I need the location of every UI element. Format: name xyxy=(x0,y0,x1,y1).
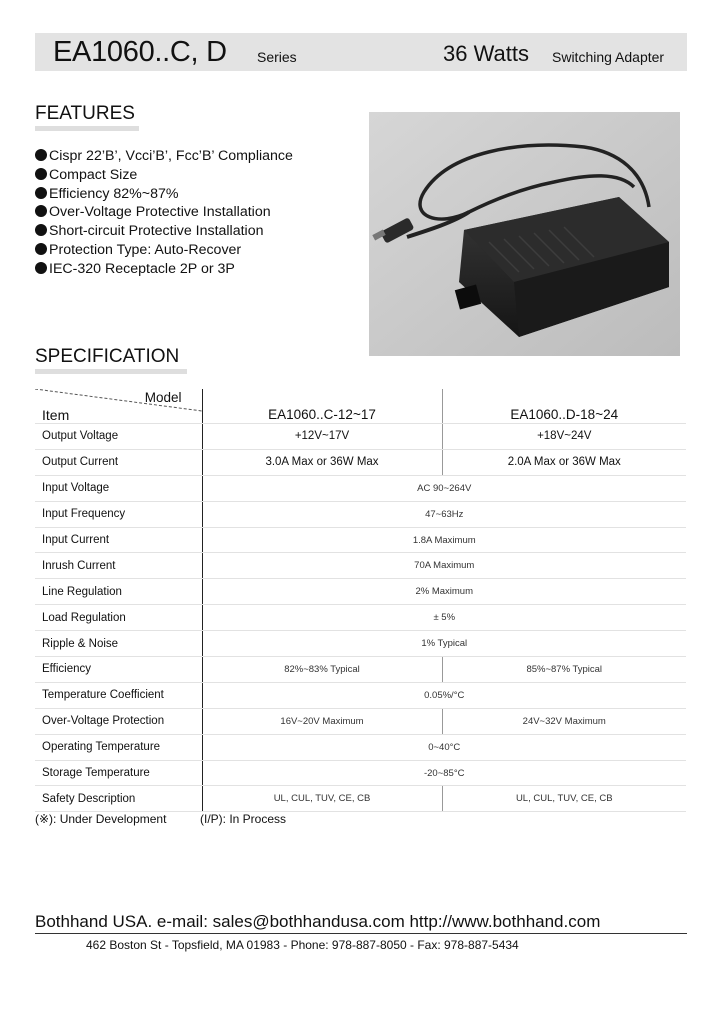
row-label: Storage Temperature xyxy=(35,760,202,786)
feature-item: Short-circuit Protective Installation xyxy=(35,222,293,241)
cell-shared: 0.05%/°C xyxy=(202,682,686,708)
features-heading: FEATURES xyxy=(35,103,135,124)
table-row xyxy=(35,501,686,527)
specification-heading: SPECIFICATION xyxy=(35,346,180,367)
specification-underline xyxy=(35,369,187,374)
table-row xyxy=(35,579,686,605)
column-header-c: EA1060..C-12~17 xyxy=(202,389,442,424)
row-label: Operating Temperature xyxy=(35,734,202,760)
row-label: Input Current xyxy=(35,527,202,553)
cell-d: 24V~32V Maximum xyxy=(442,708,686,734)
cell-c: +12V~17V xyxy=(202,424,442,450)
table-row xyxy=(35,527,686,553)
model-item-header xyxy=(35,389,202,424)
row-label: Output Current xyxy=(35,449,202,475)
table-row xyxy=(35,657,686,683)
cell-c: UL, CUL, TUV, CE, CB xyxy=(202,786,442,812)
bullet-icon xyxy=(35,224,47,236)
cell-d: +18V~24V xyxy=(442,424,686,450)
table-row xyxy=(35,475,686,501)
table-row xyxy=(35,734,686,760)
cell-d: 2.0A Max or 36W Max xyxy=(442,449,686,475)
table-row xyxy=(35,708,686,734)
table-row xyxy=(35,605,686,631)
model-title: EA1060..C, D xyxy=(53,36,227,68)
cell-d: 85%~87% Typical xyxy=(442,657,686,683)
cell-shared: 70A Maximum xyxy=(202,553,686,579)
cell-d: UL, CUL, TUV, CE, CB xyxy=(442,786,686,812)
feature-item: IEC-320 Receptacle 2P or 3P xyxy=(35,260,293,279)
note-under-development: (※): Under Development xyxy=(35,812,167,826)
table-row xyxy=(35,631,686,657)
footer-divider xyxy=(35,933,687,934)
row-label: Safety Description xyxy=(35,786,202,812)
feature-item: Compact Size xyxy=(35,166,293,185)
cell-shared: 2% Maximum xyxy=(202,579,686,605)
row-label: Temperature Coefficient xyxy=(35,682,202,708)
item-label: Item xyxy=(42,407,70,423)
bullet-icon xyxy=(35,205,47,217)
column-header-d: EA1060..D-18~24 xyxy=(442,389,686,424)
title-band xyxy=(35,33,687,71)
spec-table xyxy=(35,389,686,812)
bullet-icon xyxy=(35,243,47,255)
table-row xyxy=(35,760,686,786)
table-header-row xyxy=(35,389,686,424)
cell-c: 3.0A Max or 36W Max xyxy=(202,449,442,475)
cell-shared: ± 5% xyxy=(202,605,686,631)
bullet-icon xyxy=(35,187,47,199)
row-label: Inrush Current xyxy=(35,553,202,579)
row-label: Ripple & Noise xyxy=(35,631,202,657)
bullet-icon xyxy=(35,262,47,274)
feature-item: Efficiency 82%~87% xyxy=(35,185,293,204)
row-label: Load Regulation xyxy=(35,605,202,631)
model-label: Model xyxy=(144,390,182,405)
feature-item: Protection Type: Auto-Recover xyxy=(35,241,293,260)
table-row xyxy=(35,786,686,812)
feature-item: Over-Voltage Protective Installation xyxy=(35,203,293,222)
table-row xyxy=(35,449,686,475)
series-label: Series xyxy=(257,49,297,65)
row-label: Over-Voltage Protection xyxy=(35,708,202,734)
product-photo xyxy=(369,112,680,356)
adapter-type-label: Switching Adapter xyxy=(552,49,665,65)
bullet-icon xyxy=(35,149,47,161)
cell-shared: 47~63Hz xyxy=(202,501,686,527)
feature-list xyxy=(35,147,293,279)
note-in-process: (I/P): In Process xyxy=(200,812,287,826)
cell-shared: 1.8A Maximum xyxy=(202,527,686,553)
cell-c: 16V~20V Maximum xyxy=(202,708,442,734)
row-label: Input Voltage xyxy=(35,475,202,501)
row-label: Input Frequency xyxy=(35,501,202,527)
row-label: Output Voltage xyxy=(35,424,202,450)
cell-shared: -20~85°C xyxy=(202,760,686,786)
table-row xyxy=(35,682,686,708)
cell-shared: AC 90~264V xyxy=(202,475,686,501)
table-row xyxy=(35,424,686,450)
company-contact: Bothhand USA. e-mail: sales@bothhandusa.com http://www.bothhand.com xyxy=(35,912,601,931)
cell-shared: 1% Typical xyxy=(202,631,686,657)
bullet-icon xyxy=(35,168,47,180)
wattage-label: 36 Watts xyxy=(443,41,529,66)
row-label: Line Regulation xyxy=(35,579,202,605)
features-underline xyxy=(35,126,139,131)
cell-shared: 0~40°C xyxy=(202,734,686,760)
row-label: Efficiency xyxy=(35,657,202,683)
table-row xyxy=(35,553,686,579)
feature-item: Cispr 22’B’, Vcci’B’, Fcc’B’ Compliance xyxy=(35,147,293,166)
cell-c: 82%~83% Typical xyxy=(202,657,442,683)
company-address: 462 Boston St - Topsfield, MA 01983 - Phone: 978-887-8050 - Fax: 978-887-5434 xyxy=(86,938,519,952)
